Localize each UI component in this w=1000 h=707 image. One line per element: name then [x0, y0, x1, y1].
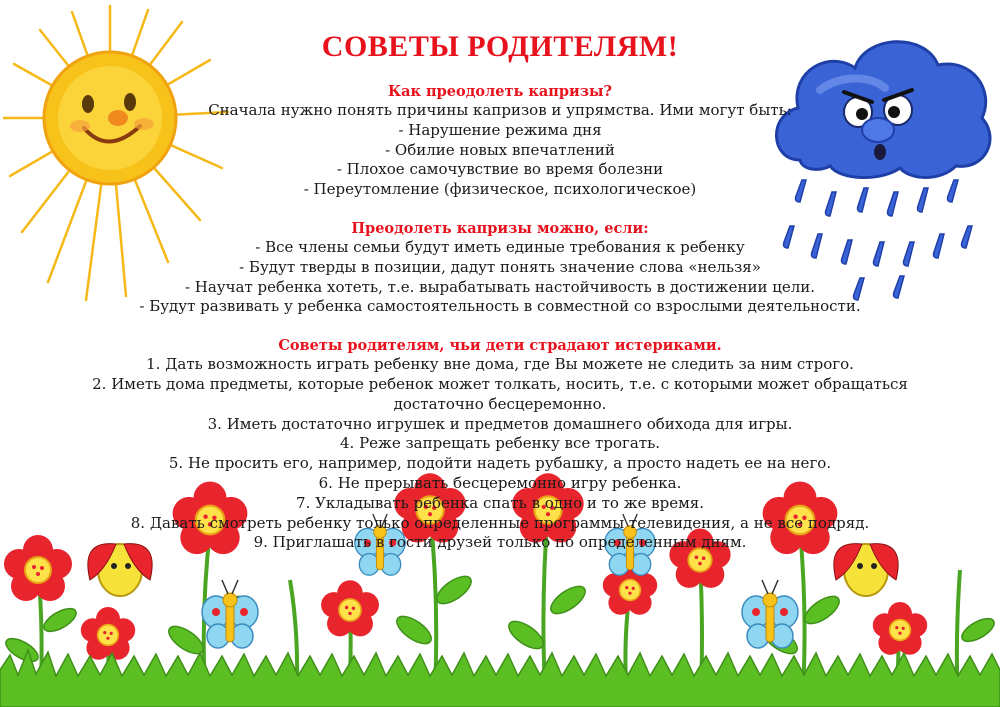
text-line: - Обилие новых впечатлений — [385, 140, 615, 159]
text-line: - Нарушение режима дня — [398, 120, 602, 139]
text-line: - Переутомление (физическое, психологическое) — [303, 180, 697, 199]
text-line: 5. Не просить его, например, подойти надеть рубашку, а просто надеть ее на него. — [168, 454, 832, 473]
text-line: - Научат ребенка хотеть, т.е. вырабатывать настойчивость в достижении цели. — [184, 277, 816, 296]
text-line: - Все члены семьи будут иметь единые требования к ребенку — [255, 237, 745, 256]
section-heading: Преодолеть капризы можно, если: — [351, 219, 649, 237]
page-title: СОВЕТЫ РОДИТЕЛЯМ! — [321, 30, 679, 63]
text-line: 8. Давать смотреть ребенку только определенные программы телевидения, а не все подряд. — [130, 513, 870, 532]
text-line: - Будут тверды в позиции, дадут понять значение слова «нельзя» — [239, 257, 761, 276]
text-line: 6. Не прерывать бесцеремонно игру ребенка. — [318, 473, 682, 492]
section-tantrums — [0, 82, 1000, 200]
section-hysterics — [0, 336, 1000, 553]
text-line: достаточно бесцеремонно. — [393, 394, 607, 413]
text-line: Сначала нужно понять причины капризов и упрямства. Ими могут быть: — [208, 101, 792, 119]
text-line: 1. Дать возможность играть ребенку вне дома, где Вы можете не следить за ним строго. — [146, 355, 854, 374]
text-line: 4. Реже запрещать ребенку все трогать. — [339, 434, 661, 453]
text-line: 9. Приглашать в гости друзей только по определенным дням. — [253, 533, 747, 552]
section-heading: Как преодолеть капризы? — [387, 83, 613, 100]
text-line: 3. Иметь достаточно игрушек и предметов домашнего обихода для игры. — [207, 414, 793, 433]
text-line: 2. Иметь дома предметы, которые ребенок может толкать, носить, т.е. с которыми может обращаться — [92, 374, 908, 393]
text-line: - Плохое самочувствие во время болезни — [336, 160, 664, 179]
advice-text — [0, 30, 1000, 553]
text-line: 7. Укладывать ребенка спать в одно и то же время. — [295, 493, 704, 512]
section-heading: Советы родителям, чьи дети страдают истериками. — [278, 337, 722, 355]
text-line: - Будут развивать у ребенка самостоятельность в совместной со взрослыми деятельности. — [139, 297, 861, 316]
section-overcome — [0, 219, 1000, 317]
